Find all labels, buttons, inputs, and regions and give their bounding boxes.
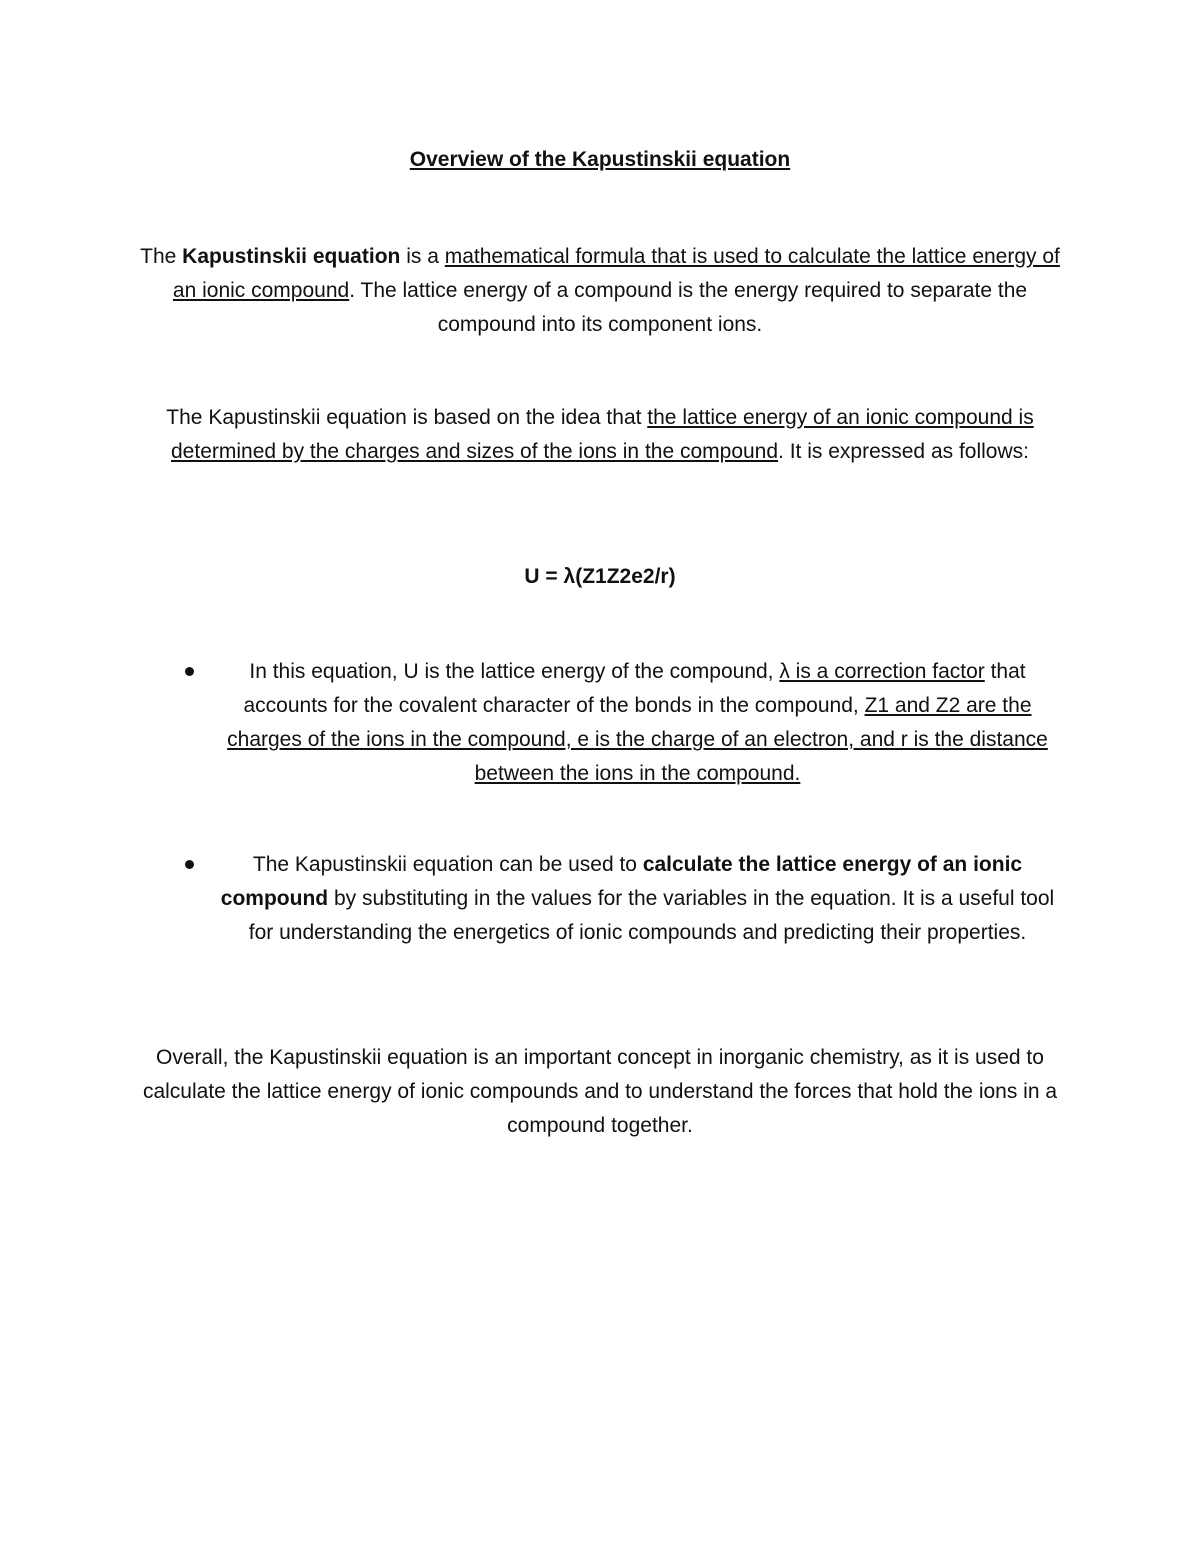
bullet-2-text-1: The Kapustinskii equation can be used to [252,853,643,876]
bullet-1-marker [185,667,194,676]
basis-paragraph [140,401,1060,469]
intro-text-2: is a [400,245,445,268]
intro-bold-term: Kapustinskii equation [182,245,401,268]
bullet-2-text-2: by substituting in the values for the variables in the equation. It is a useful tool for understanding the energetics of ionic compounds and predicting their properties. [248,887,1055,944]
intro-paragraph [140,240,1060,342]
intro-text-3: . The lattice energy of a compound is the energy required to separate the compound into its component ions. [349,279,1028,336]
bullet-item-variables [210,655,1065,791]
basis-underlined-idea: the lattice energy of an ionic compound is determined by the charges and sizes of the ions in the compound [171,406,1034,463]
bullet-1-underlined-charges: Z1 and Z2 are the charges of the ions in the compound, e is the charge of an electron, and r is the distance between the ions in the compound. [227,694,1048,785]
intro-text-1: The [140,245,183,268]
kapustinskii-equation: U = λ(Z1Z2e2/r) [524,565,676,588]
bullet-item-usage [210,848,1065,950]
bullet-2-bold-phrase: calculate the lattice energy of an ionic compound [220,853,1023,910]
basis-text-1: The Kapustinskii equation is based on the idea that [166,406,648,429]
basis-text-2: . It is expressed as follows: [778,440,1029,463]
conclusion-paragraph: Overall, the Kapustinskii equation is an important concept in inorganic chemistry, as it is used to calculate the lattice energy of ionic compounds and to understand the forces that hold the ions in a compound together. [142,1046,1058,1137]
intro-underlined-definition: mathematical formula that is used to calculate the lattice energy of an ionic compound [172,245,1060,302]
bullet-1-text-1: In this equation, U is the lattice energy of the compound, [249,660,780,683]
bullet-1-underlined-lambda: λ is a correction factor [779,660,985,683]
bullet-2-marker [185,860,194,869]
bullet-1-text-2: that accounts for the covalent character of the bonds in the compound, [243,660,1026,717]
document-title: Overview of the Kapustinskii equation [409,148,791,171]
